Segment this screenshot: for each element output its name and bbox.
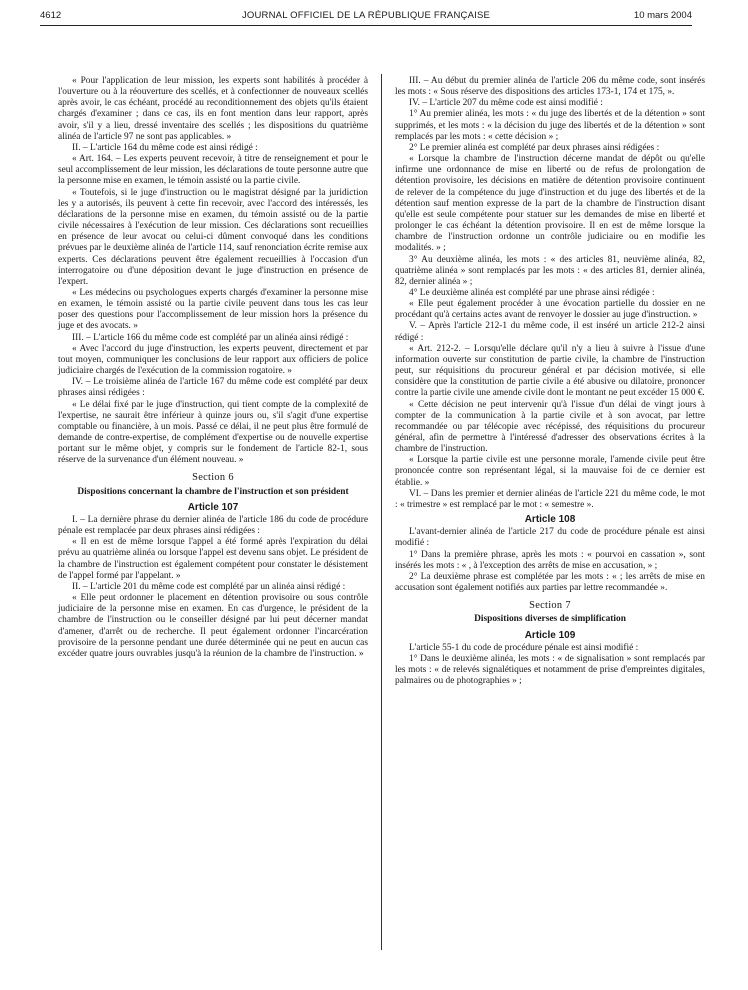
paragraph: II. – L'article 201 du même code est complété par un alinéa ainsi rédigé : xyxy=(72,581,346,592)
paragraph: VI. – Dans les premier et dernier alinéas de l'article 221 du même code, le mot : « trimestre » est remplacé par le mot : « semestre ». xyxy=(395,488,705,510)
page-header xyxy=(40,8,692,24)
right-column xyxy=(395,76,705,687)
paragraph: 2° La deuxième phrase est complétée par les mots : « ; les arrêts de mise en accusation sont également notifiés aux parties par lettre recommandée ». xyxy=(395,571,705,594)
paragraph: L'avant-dernier alinéa de l'article 217 du code de procédure pénale est ainsi modifié : xyxy=(395,527,705,549)
paragraph: I. – La dernière phrase du dernier alinéa de l'article 186 du code de procédure pénale est remplacée par deux phrases ainsi rédigées : xyxy=(58,514,368,537)
paragraph: « Art. 164. – Les experts peuvent recevoir, à titre de renseignement et pour le seul accomplissement de leur mission, les déclarations de toute personne autre que la personne mise en examen, le témoin assisté ou la partie civile. xyxy=(58,154,368,187)
paragraph: « Elle peut ordonner le placement en détention provisoire ou sous contrôle judiciaire de la personne mise en examen. En cas d'urgence, le président de la chambre de l'instruction ou le conseiller désigné par lui peut décerner mandat d'amener, d'arrêt ou de recherche. Il peut également ordonner l'incarcération provisoire de la personne pendant une durée déterminée qui ne peut en aucun cas excéder quatre jours ouvrables jusqu'à la réunion de la chambre de l'instruction. » xyxy=(58,593,368,659)
paragraph: « Pour l'application de leur mission, les experts sont habilités à procéder à l'ouverture ou à la réouverture des scellés, et à confectionner de nouveaux scellés après avoir, le cas échéant, procédé au reconditionnement des objets qu'ils étaient chargés d'examiner ; dans ce cas, ils en font mention dans leur rapport, après avoir, s'il y a lieu, dressé inventaire des scellés ; les dispositions du quatrième alinéa de l'article 97 ne sont pas applicables. » xyxy=(58,76,368,142)
paragraph: « Le délai fixé par le juge d'instruction, qui tient compte de la complexité de l'expertise, ne saurait être inférieur à quinze jours ou, s'il s'agit d'une expertise comptable ou financière, à un mois. Passé ce délai, il ne peut plus être formulé de demande de contre-expertise, de complément d'expertise ou de nouvelle expertise portant sur le même objet, y compris sur le fondement de l'article 82-1, sous réserve de la survenance d'un élément nouveau. » xyxy=(58,399,368,466)
column-divider xyxy=(381,74,382,950)
paragraph: II. – L'article 164 du même code est ainsi rédigé : xyxy=(72,142,258,153)
paragraph: 1° Dans le deuxième alinéa, les mots : « de signalisation » sont remplacés par les mots : « de relevés signalétiques et notamment de prise d'empreintes digitales, palmaires ou de photographies » ; xyxy=(395,653,705,687)
paragraph: IV. – Le troisième alinéa de l'article 167 du même code est complété par deux phrases ainsi rédigées : xyxy=(58,377,368,399)
paragraph: « Il en est de même lorsque l'appel a été formé après l'expiration du délai prévu au quatrième alinéa ou lorsque l'appel est devenu sans objet. Le président de la chambre de l'instruction est également compétent pour constater le désistement de l'appel formé par l'appelant. » xyxy=(58,537,368,581)
header-rule xyxy=(40,25,692,26)
article-heading: Article 108 xyxy=(524,514,576,526)
paragraph: « Cette décision ne peut intervenir qu'à l'issue d'un délai de vingt jours à compter de la communication à la partie civile et à son avocat, par lettre recommandée ou par télécopie avec récépissé, des réquisitions du procureur général, afin de permettre à l'intéressé d'adresser des observations écrites à la chambre de l'instruction. xyxy=(395,399,705,455)
paragraph: 1° Au premier alinéa, les mots : « du juge des libertés et de la détention » sont supprimés, et les mots : « la décision du juge des libertés et de la détention » sont remplacés par les mots : « cette décision » ; xyxy=(395,109,705,142)
paragraph: « Toutefois, si le juge d'instruction ou le magistrat désigné par la juridiction les y a autorisés, ils peuvent à cette fin recevoir, avec l'accord des intéressés, les déclarations de la personne mise en examen, du témoin assisté ou de la partie civile nécessaires à l'exécution de leur mission. Ces déclarations sont recueillies en présence de leur avocat ou celui-ci dûment convoqué dans les conditions prévues par le deuxième alinéa de l'article 114, sauf renonciation écrite remise aux experts. Ces déclarations peuvent être également recueillies à l'occasion d'un interrogatoire ou d'une déposition devant le juge d'instruction en présence de l'expert. xyxy=(58,187,368,287)
publication-date: 10 mars 2004 xyxy=(633,10,692,21)
paragraph: 3° Au deuxième alinéa, les mots : « des articles 81, neuvième alinéa, 82, quatrième alinéa » sont remplacés par les mots : « des articles 81, dernier alinéa, 82, dernier alinéa » ; xyxy=(395,254,705,287)
left-column xyxy=(58,76,368,660)
paragraph: III. – Au début du premier alinéa de l'article 206 du même code, sont insérés les mots : « Sous réserve des dispositions des articles 173-1, 174 et 175, ». xyxy=(395,76,705,98)
paragraph: « Avec l'accord du juge d'instruction, les experts peuvent, directement et par tout moyen, communiquer les conclusions de leur rapport aux officiers de police judiciaire chargés de l'exécution de la commission rogatoire. » xyxy=(58,343,368,377)
paragraph: « Elle peut également procéder à une évocation partielle du dossier en ne procédant qu'à certains actes avant de renvoyer le dossier au juge d'instruction. » xyxy=(395,299,705,321)
section-heading: Section 7 xyxy=(529,600,571,612)
paragraph: 2° Le premier alinéa est complété par deux phrases ainsi rédigées : xyxy=(409,142,660,153)
paragraph: 1° Dans la première phrase, après les mots : « pourvoi en cassation », sont insérés les mots : « , à l'exception des arrêts de mise en accusation, » ; xyxy=(395,549,705,571)
paragraph: IV. – L'article 207 du même code est ainsi modifié : xyxy=(409,98,603,109)
paragraph: L'article 55-1 du code de procédure pénale est ainsi modifié : xyxy=(409,642,639,653)
paragraph: 4° Le deuxième alinéa est complété par une phrase ainsi rédigée : xyxy=(409,287,655,298)
paragraph: III. – L'article 166 du même code est complété par un alinéa ainsi rédigé : xyxy=(72,332,349,343)
section-heading: Section 6 xyxy=(192,472,234,484)
section-title: Dispositions diverses de simplification xyxy=(474,614,626,625)
paragraph: « Art. 212-2. – Lorsqu'elle déclare qu'il n'y a lieu à suivre à l'issue d'une information ouverte sur constitution de partie civile, la chambre de l'instruction peut, sur réquisitions du procureur général et par décision motivée, si elle considère que la constitution de partie civile a été abusive ou dilatoire, prononcer contre la partie civile une amende civile dont le montant ne peut excéder 15 000 €. xyxy=(395,343,705,399)
journal-title: JOURNAL OFFICIEL DE LA RÉPUBLIQUE FRANÇAISE xyxy=(241,10,491,21)
paragraph: « Lorsque la partie civile est une personne morale, l'amende civile peut être prononcée contre son représentant légal, si la mauvaise foi de ce dernier est établie. » xyxy=(395,455,705,488)
article-heading: Article 109 xyxy=(524,629,576,641)
paragraph: « Lorsque la chambre de l'instruction décerne mandat de dépôt ou qu'elle infirme une ordonnance de mise en liberté ou de refus de prolongation de détention provisoire, les décisions en matière de détention provisoire continuent de relever de la compétence du juge d'instruction et du juge des libertés et de la détention sauf mention expresse de la part de la chambre de l'instruction disant qu'elle est seule compétente pour statuer sur les demandes de mise en liberté et prolonger le cas échéant la détention provisoire. Il en est de même lorsque la chambre de l'instruction ordonne un contrôle judiciaire ou en modifie les modalités. » ; xyxy=(395,154,705,254)
section-title: Dispositions concernant la chambre de l'instruction et son président xyxy=(77,486,349,497)
paragraph: « Les médecins ou psychologues experts chargés d'examiner la personne mise en examen, le témoin assisté ou la partie civile peuvent dans tous les cas leur poser des questions pour l'accomplissement de leur mission hors la présence du juge et des avocats. » xyxy=(58,287,368,332)
paragraph: V. – Après l'article 212-1 du même code, il est inséré un article 212-2 ainsi rédigé : xyxy=(395,321,705,343)
page-number: 4612 xyxy=(40,10,62,21)
article-heading: Article 107 xyxy=(187,501,239,513)
